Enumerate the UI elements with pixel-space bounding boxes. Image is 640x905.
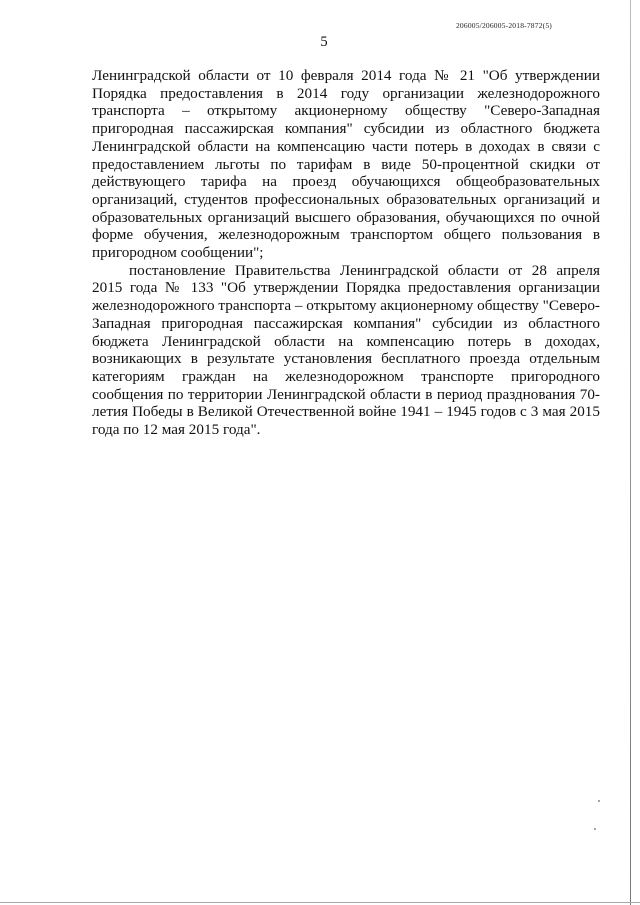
- paragraph-resolution-133: постановление Правительства Ленинградской области от 28 апреля 2015 года № 133 "Об утверждении Порядка предоставления организации железнодорожного транспорта – открытому акционерному обществу "Северо-Западная пригородная пассажирская компания" субсидии из областного бюджета Ленинградской области на компенсацию потерь в доходах, возникающих в результате установления бесплатного проезда отдельным категориям граждан на железнодорожном транспорте пригородного сообщения по территории Ленинградской области в период празднования 70-летия Победы в Великой Отечественной войне 1941 – 1945 годов с 3 мая 2015 года по 12 мая 2015 года".: [92, 261, 600, 439]
- document-body: [92, 67, 600, 439]
- scan-speck: [594, 828, 596, 830]
- document-code: 206005/206005-2018-7872(5): [455, 21, 552, 30]
- scan-speck: [598, 800, 600, 802]
- scan-edge-line: [630, 0, 631, 905]
- paragraph-continuation: Ленинградской области от 10 февраля 2014 года № 21 "Об утверждении Порядка предоставления в 2014 году организации железнодорожного транспорта – открытому акционерному обществу "Северо-Западная пригородная пассажирская компания" субсидии из областного бюджета Ленинградской области на компенсацию части потерь в доходах в связи с предоставлением льготы по тарифам в виде 50-процентной скидки от действующего тарифа на проезд обучающихся общеобразовательных организаций, студентов профессиональных образовательных организаций и образовательных организаций высшего образования, обучающихся по очной форме обучения, железнодорожным транспортом общего пользования в пригородном сообщении";: [92, 67, 600, 262]
- scan-bottom-line: [0, 902, 640, 903]
- page-number: 5: [320, 34, 328, 50]
